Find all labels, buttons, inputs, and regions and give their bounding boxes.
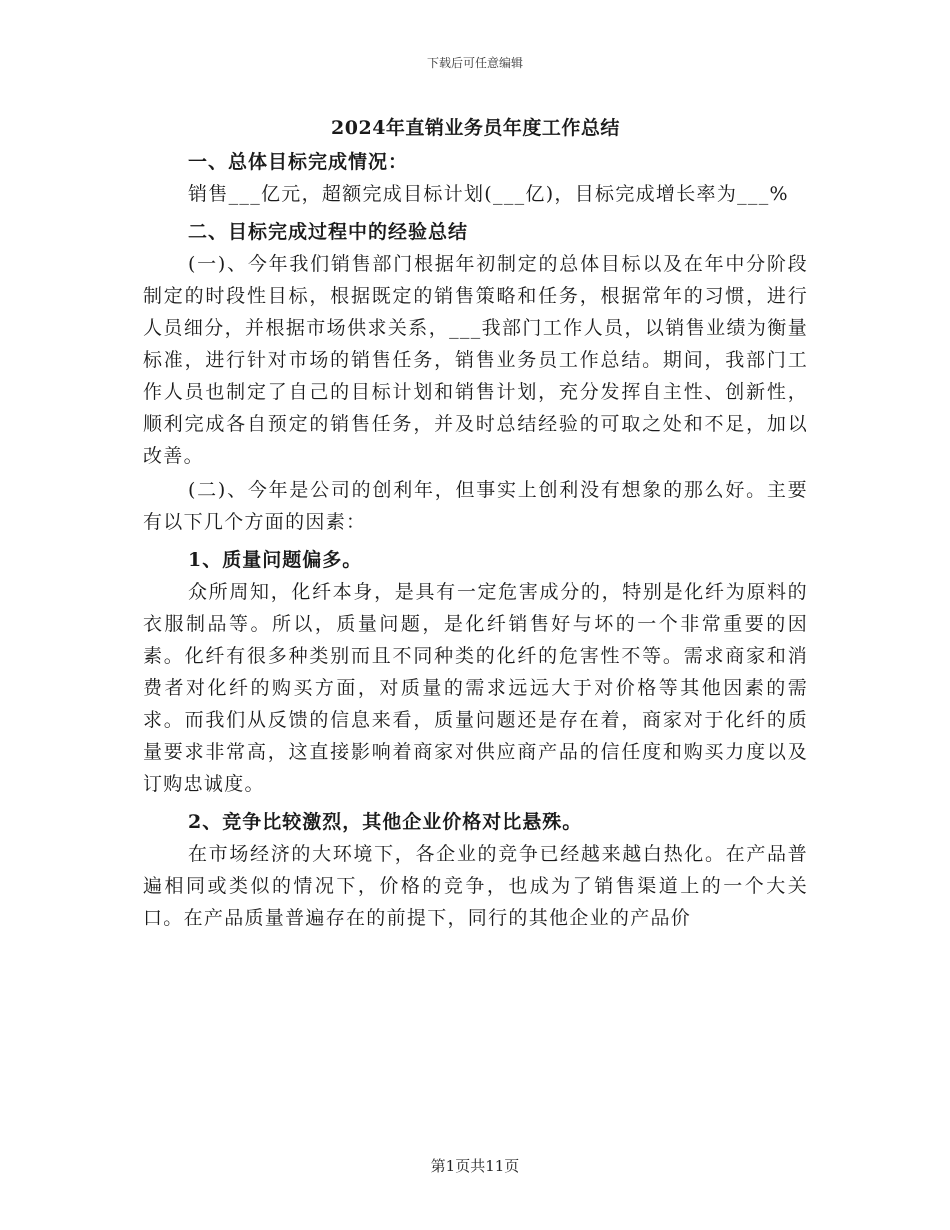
point1-text: 众所周知，化纤本身，是具有一定危害成分的，特别是化纤为原料的衣服制品等。所以，质量问题，是化纤销售好与坏的一个非常重要的因素。化纤有很多种类别而且不同种类的化纤的危害性不等。需求商家和消费者对化纤的购买方面，对质量的需求远远大于对价格等其他因素的需求。而我们从反馈的信息来看，质量问题还是存在着，商家对于化纤的质量要求非常高，这直接影响着商家对供应商产品的信任度和购买力度以及订购忠诚度。 bbox=[143, 581, 808, 795]
document-body bbox=[143, 112, 808, 934]
section2-paragraph-2: (二)、今年是公司的创利年，但事实上创利没有想象的那么好。主要有以下几个方面的因素： bbox=[143, 479, 808, 533]
point2-heading: 2、竞争比较激烈，其他企业价格对比悬殊。 bbox=[188, 811, 583, 833]
point2-text: 在市场经济的大环境下，各企业的竞争已经越来越白热化。在产品普遍相同或类似的情况下，价格的竞争，也成为了销售渠道上的一个大关口。在产品质量普遍存在的前提下，同行的其他企业的产品价 bbox=[143, 843, 808, 929]
section2-paragraph-1: (一)、今年我们销售部门根据年初制定的总体目标以及在年中分阶段制定的时段性目标，根据既定的销售策略和任务，根据常年的习惯，进行人员细分，并根据市场供求关系，___我部门工作人员，以销售业绩为衡量标准，进行针对市场的销售任务，销售业务员工作总结。期间，我部门工作人员也制定了自己的目标计划和销售计划，充分发挥自主性、创新性，顺利完成各自预定的销售任务，并及时总结经验的可取之处和不足，加以改善。 bbox=[143, 253, 808, 467]
header-note: 下载后可任意编辑 bbox=[426, 56, 523, 70]
document-title: 2024年直销业务员年度工作总结 bbox=[331, 117, 620, 139]
section2-heading: 二、目标完成过程中的经验总结 bbox=[188, 221, 469, 243]
section1-text: 销售___亿元，超额完成目标计划(___亿)，目标完成增长率为___% bbox=[188, 183, 789, 205]
page-footer: 第1页共11页 bbox=[430, 1157, 520, 1175]
point1-heading: 1、质量问题偏多。 bbox=[188, 549, 363, 571]
section1-heading: 一、总体目标完成情况： bbox=[188, 151, 409, 173]
